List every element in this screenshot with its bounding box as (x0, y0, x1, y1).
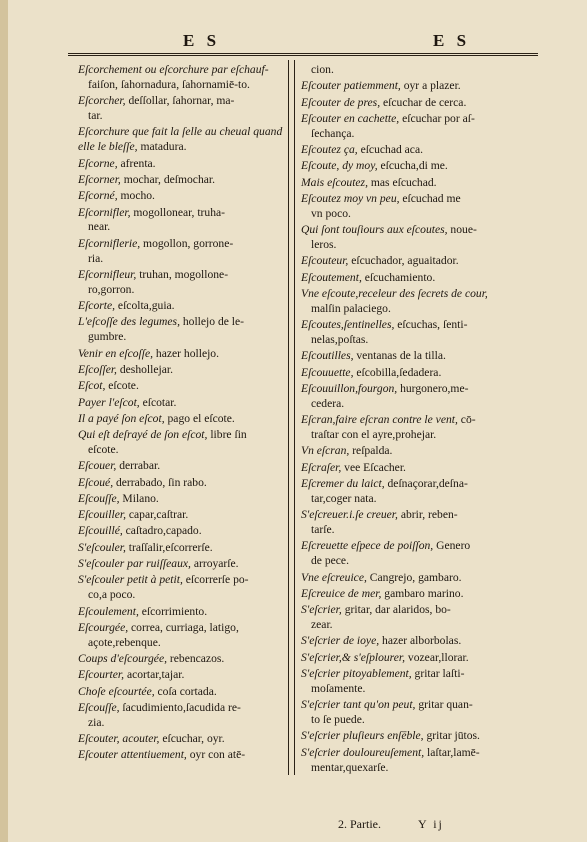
entry-line (78, 63, 284, 78)
entry-line (301, 223, 513, 238)
entry-translation: mogollonear, truha- (130, 205, 226, 219)
entry-line (78, 524, 284, 539)
entry-translation: mochar, deſmochar. (120, 172, 216, 186)
entry-translation: eſcotar. (139, 395, 177, 409)
dictionary-entry (301, 603, 513, 633)
dictionary-entry (301, 651, 513, 666)
entry-continuation: cion. (311, 63, 334, 76)
entry-line (78, 396, 284, 411)
entry-translation: deshollejar. (116, 362, 173, 376)
dictionary-entry (78, 557, 284, 572)
dictionary-entry (78, 732, 284, 747)
entry-translation: eſcolta,guia. (115, 299, 175, 313)
dictionary-entry (78, 573, 284, 603)
entry-line (78, 125, 284, 155)
entry-translation: Cangrejo, gambaro. (366, 570, 462, 584)
dictionary-entry (78, 748, 284, 763)
entry-line (301, 667, 513, 682)
dictionary-entry (301, 366, 513, 381)
entry-headword: Coups d'eſcourgée, (78, 652, 167, 666)
entry-headword: Eſcran,faire eſcran contre le vent, (301, 413, 458, 427)
entry-translation: gritar laſti- (411, 666, 465, 680)
entry-translation: eſcuchar, oyr. (159, 732, 225, 746)
dictionary-entry (301, 634, 513, 649)
left-column (78, 63, 284, 765)
entry-line (301, 634, 513, 649)
dictionary-entry (301, 349, 513, 364)
entry-continuation: tar. (88, 109, 103, 123)
dictionary-entry (78, 668, 284, 683)
entry-translation: ſacudimiento,ſacudida re- (119, 700, 241, 714)
entry-line (78, 476, 284, 491)
entry-line (78, 605, 284, 620)
dictionary-entry (78, 701, 284, 731)
entry-translation: oyr con atē- (186, 748, 246, 762)
entry-headword: S'eſcrier douloureuſement, (301, 745, 425, 759)
dictionary-entry (78, 206, 284, 236)
entry-translation: eſcorrimiento. (138, 604, 208, 618)
entry-headword: Eſcouteur, (301, 254, 349, 268)
entry-headword: Eſcorte, (78, 299, 116, 313)
entry-translation: eſcuchar de cerca. (380, 95, 467, 109)
dictionary-entry (301, 382, 513, 412)
entry-translation: eſcuchad me (399, 191, 461, 205)
entry-headword: S'eſcouler petit à petit, (78, 573, 183, 587)
entry-continuation: leros. (311, 238, 337, 252)
signature-mark: Y ij (418, 817, 444, 831)
entry-headword: Vne eſcreuice, (301, 570, 367, 584)
entry-headword: Eſcoutes,ſentinelles, (301, 318, 395, 332)
entry-translation: matadura. (137, 140, 187, 154)
dictionary-entry (78, 428, 284, 458)
entry-translation: gambaro marino. (381, 586, 464, 600)
dictionary-entry (301, 176, 513, 191)
entry-translation: afrenta. (117, 156, 156, 170)
entry-translation: caſtadro,capado. (122, 524, 202, 538)
entry-translation: hurgonero,me- (397, 381, 469, 395)
dictionary-entry (301, 539, 513, 569)
entry-headword: L'eſcoſſe des legumes, (78, 315, 180, 329)
entry-line (78, 347, 284, 362)
entry-line (78, 701, 284, 716)
entry-continuation: mentar,quexarſe. (311, 760, 389, 774)
entry-headword: Eſcoutement, (301, 270, 362, 284)
entry-continuation: tarſe. (311, 523, 335, 537)
dictionary-entry (78, 157, 284, 172)
dictionary-entry (301, 461, 513, 476)
entry-line (301, 461, 513, 476)
entry-headword: Eſcouter, acouter, (78, 732, 160, 746)
entry-headword: Eſcouiller, (78, 508, 126, 522)
dictionary-entry (78, 315, 284, 345)
entry-continuation: zear. (311, 618, 333, 632)
entry-translation: eſcote. (105, 379, 139, 393)
entry-translation: eſcucha,di me. (377, 159, 448, 173)
entry-headword: S'eſcreuer.i.ſe creuer, (301, 508, 398, 522)
entry-headword: Eſcorner, (78, 172, 121, 186)
dictionary-entry (78, 605, 284, 620)
entry-line (301, 271, 513, 286)
entry-translation: noue- (447, 223, 477, 237)
entry-continuation: near. (88, 220, 111, 234)
dictionary-entry (301, 413, 513, 443)
entry-line (78, 652, 284, 667)
entry-translation: correa, curriaga, latigo, (128, 620, 239, 634)
entry-translation: vozear,llorar. (405, 650, 469, 664)
entry-headword: Eſcornifleur, (78, 267, 137, 281)
header-rule (68, 55, 538, 56)
entry-headword: Eſcornifler, (78, 205, 131, 219)
entry-continuation: tar,coger nata. (311, 491, 377, 505)
entry-headword: Eſcouer, (78, 459, 117, 473)
entry-headword: Eſcoſſer, (78, 362, 117, 376)
entry-line (301, 587, 513, 602)
entry-translation: deſnaçorar,deſna- (384, 476, 468, 490)
entry-line (78, 557, 284, 572)
entry-line (78, 573, 284, 588)
dictionary-entry (301, 746, 513, 776)
dictionary-entry (78, 412, 284, 427)
entry-continuation: co,a poco. (88, 588, 136, 602)
dictionary-entry (78, 94, 284, 124)
entry-headword: Eſcraſer, (301, 460, 342, 474)
entry-continuation: cedera. (311, 396, 345, 410)
entry-translation: gritar jūtos. (423, 729, 480, 743)
dictionary-entry (301, 192, 513, 222)
entry-continuation: vn poco. (311, 206, 351, 220)
entry-continuation: gumbre. (88, 330, 127, 344)
dictionary-entry (78, 492, 284, 507)
dictionary-entry (78, 508, 284, 523)
dictionary-entry (301, 159, 513, 174)
entry-translation: reſpalda. (349, 444, 393, 458)
entry-headword: Eſcorné, (78, 189, 118, 203)
entry-headword: Eſcouillé, (78, 524, 123, 538)
entry-headword: Eſcoute, dy moy, (301, 159, 378, 173)
entry-translation: laſtar,lamē- (424, 745, 480, 759)
entry-headword: Il a payé ſon eſcot, (78, 411, 165, 425)
dictionary-entry (301, 63, 513, 78)
entry-continuation: malſin palaciego. (311, 301, 391, 315)
entry-line (301, 746, 513, 761)
entry-continuation: eſcote. (88, 443, 119, 456)
entry-headword: Choſe eſcourtée, (78, 684, 155, 698)
entry-line (301, 287, 513, 302)
entry-translation: rebencazos. (167, 652, 225, 666)
entry-translation: libre ſin (207, 428, 247, 442)
entry-continuation: ria. (88, 251, 104, 265)
dictionary-entry (78, 541, 284, 556)
entry-headword: Qui ſont touſiours aux eſcoutes, (301, 223, 448, 237)
entry-continuation: nelas,poſtas. (311, 333, 369, 347)
dictionary-entry (78, 652, 284, 667)
entry-translation: arroyarſe. (190, 557, 239, 571)
entry-line (301, 254, 513, 269)
entry-translation: eſcuchamiento. (361, 270, 436, 284)
entry-headword: Eſcourter, (78, 668, 125, 682)
entry-line (301, 143, 513, 158)
entry-translation: mocho. (117, 189, 155, 203)
entry-translation: acortar,tajar. (124, 668, 185, 682)
entry-line (301, 176, 513, 191)
entry-translation: eſcuchar por aſ- (399, 111, 475, 125)
entry-headword: S'eſcrier, (301, 603, 342, 617)
entry-line (301, 318, 513, 333)
entry-headword: Mais eſcoutez, (301, 175, 368, 189)
entry-line (301, 508, 513, 523)
entry-line (78, 428, 284, 443)
dictionary-entry (301, 698, 513, 728)
dictionary-entry (78, 685, 284, 700)
entry-headword: Eſcoulement, (78, 604, 139, 618)
entry-headword: Eſcouſſe, (78, 491, 120, 505)
dictionary-entry (301, 223, 513, 253)
entry-headword: Eſcouſſe, (78, 700, 120, 714)
entry-line (78, 748, 284, 763)
entry-line (78, 299, 284, 314)
dictionary-entry (78, 189, 284, 204)
entry-continuation: ſechança. (311, 126, 355, 140)
entry-headword: Eſcorne, (78, 156, 118, 170)
dictionary-entry (301, 271, 513, 286)
entry-line (301, 112, 513, 127)
entry-headword: Eſcouter en cachette, (301, 111, 400, 125)
dictionary-entry (78, 379, 284, 394)
entry-translation: capar,caſtrar. (125, 508, 189, 522)
entry-headword: S'eſcrier,& s'eſplourer, (301, 650, 406, 664)
entry-translation: derrabar. (116, 459, 161, 473)
entry-headword: S'eſcrier tant qu'on peut, (301, 698, 416, 712)
entry-line (78, 621, 284, 636)
entry-headword: Eſcoutilles, (301, 349, 354, 363)
entry-headword: Eſcouter attentiuement, (78, 748, 187, 762)
entry-translation: ventanas de la tilla. (353, 349, 446, 363)
dictionary-entry (301, 143, 513, 158)
entry-headword: Eſcourgée, (78, 620, 129, 634)
entry-line (78, 685, 284, 700)
entry-headword: Eſcorniflerie, (78, 236, 141, 250)
entry-headword: Eſcorchure que fait la ſelle au cheual quand elle le bleſſe, (78, 125, 283, 154)
header-right: E S (433, 31, 471, 50)
entry-line (78, 157, 284, 172)
entry-headword: Eſcremer du laict, (301, 476, 385, 490)
dictionary-entry (78, 63, 284, 93)
entry-line (301, 159, 513, 174)
entry-headword: Payer l'eſcot, (78, 395, 140, 409)
entry-headword: Eſcorchement ou eſcorchure par eſchauf- (78, 63, 269, 76)
entry-line (78, 492, 284, 507)
entry-line (301, 729, 513, 744)
entry-translation: hollejo de le- (179, 315, 245, 329)
entry-translation: eſcuchador, aguaitador. (348, 254, 459, 268)
dictionary-entry (78, 363, 284, 378)
dictionary-entry (78, 524, 284, 539)
entry-headword: Eſcreuette eſpece de poiſſon, (301, 539, 434, 553)
entry-line (301, 413, 513, 428)
entry-translation: Genero (433, 539, 471, 553)
entry-line (78, 268, 284, 283)
entry-continuation: moſamente. (311, 681, 366, 695)
entry-headword: Eſcot, (78, 379, 106, 393)
entry-continuation: ro,gorron. (88, 282, 135, 296)
right-column (301, 63, 513, 777)
entry-headword: Qui eſt deſrayé de ſon eſcot, (78, 428, 208, 442)
running-header (68, 31, 538, 54)
dictionary-entry (301, 287, 513, 317)
entry-headword: Venir en eſcoſſe, (78, 346, 154, 360)
dictionary-entry (78, 268, 284, 298)
entry-translation: mogollon, gorrone- (140, 236, 234, 250)
dictionary-entry (301, 444, 513, 459)
dictionary-entry (301, 571, 513, 586)
entry-translation: hazer alborbolas. (379, 634, 462, 648)
entry-continuation: to ſe puede. (311, 713, 365, 727)
entry-line (301, 382, 513, 397)
entry-continuation: faiſon, ſahornadura, ſahornamiē-to. (88, 77, 250, 91)
entry-headword: S'eſcrier pluſieurs enſēble, (301, 729, 424, 743)
entry-line (301, 603, 513, 618)
entry-translation: eſcuchad aca. (357, 143, 423, 157)
entry-translation: cō- (457, 413, 476, 427)
dictionary-entry (301, 477, 513, 507)
entry-line (301, 651, 513, 666)
entry-translation: eſcuchas, ſenti- (394, 318, 468, 332)
dictionary-entry (78, 621, 284, 651)
entry-line (301, 192, 513, 207)
entry-headword: Eſcouuillon,fourgon, (301, 381, 398, 395)
entry-line (301, 444, 513, 459)
entry-line (78, 412, 284, 427)
dictionary-entry (78, 396, 284, 411)
entry-translation: gritar quan- (415, 698, 473, 712)
dictionary-entry (78, 476, 284, 491)
entry-translation: hazer hollejo. (153, 346, 220, 360)
entry-line (78, 94, 284, 109)
entry-headword: S'eſcrier pitoyablement, (301, 666, 412, 680)
entry-translation: derrabado, ſin rabo. (113, 475, 207, 489)
entry-line (78, 315, 284, 330)
dictionary-entry (301, 667, 513, 697)
entry-line (301, 539, 513, 554)
entry-line (301, 96, 513, 111)
entry-translation: mas eſcuchad. (367, 175, 437, 189)
entry-continuation: açote,rebenque. (88, 635, 161, 649)
entry-headword: S'eſcouler, (78, 540, 126, 554)
entry-headword: Eſcoué, (78, 475, 114, 489)
entry-headword: Eſcouter patiemment, (301, 79, 401, 93)
entry-line (301, 366, 513, 381)
entry-translation: pago el eſcote. (164, 411, 235, 425)
entry-translation: oyr a plazer. (400, 79, 461, 93)
entry-translation: truhan, mogollone- (136, 267, 229, 281)
dictionary-entry (78, 347, 284, 362)
entry-line (301, 698, 513, 713)
dictionary-entry (78, 125, 284, 155)
entry-translation: vee Eſcacher. (341, 460, 406, 474)
entry-headword: Vne eſcoute,receleur des ſecrets de cour, (301, 286, 488, 300)
entry-continuation: traſtar con el ayre,prohejar. (311, 428, 437, 442)
dictionary-entry (78, 459, 284, 474)
entry-line (78, 732, 284, 747)
entry-line (78, 668, 284, 683)
entry-translation: traſſalir,eſcorrerſe. (125, 540, 213, 554)
dictionary-entry (301, 112, 513, 142)
entry-line (78, 363, 284, 378)
dictionary-entry (78, 299, 284, 314)
dictionary-entry (301, 79, 513, 94)
entry-headword: Eſcoutez moy vn peu, (301, 191, 400, 205)
dictionary-entry (301, 254, 513, 269)
entry-line (301, 79, 513, 94)
entry-translation: coſa cortada. (154, 684, 217, 698)
entry-line (78, 379, 284, 394)
entry-line (78, 173, 284, 188)
entry-translation: gritar, dar alaridos, bo- (341, 603, 451, 617)
entry-headword: Vn eſcran, (301, 444, 350, 458)
dictionary-entry (78, 237, 284, 267)
entry-headword: S'eſcouler par ruiſſeaux, (78, 557, 191, 571)
entry-line (78, 459, 284, 474)
dictionary-entry (301, 318, 513, 348)
entry-translation: abrir, reben- (397, 508, 458, 522)
entry-line (78, 237, 284, 252)
entry-headword: Eſcreuice de mer, (301, 586, 382, 600)
entry-translation: deſſollar, ſahornar, ma- (125, 94, 235, 108)
entry-line (78, 206, 284, 221)
entry-headword: Eſcorcher, (78, 94, 126, 108)
entry-line (78, 508, 284, 523)
part-label: 2. Partie. (338, 817, 381, 831)
entry-line (78, 541, 284, 556)
header-left: E S (183, 31, 221, 50)
entry-translation: eſcorrerſe po- (182, 573, 249, 587)
entry-translation: eſcobilla,ſedadera. (353, 365, 442, 379)
entry-headword: Eſcouuette, (301, 365, 354, 379)
entry-line (301, 349, 513, 364)
entry-headword: S'eſcrier de ioye, (301, 634, 380, 648)
entry-headword: Eſcoutez ça, (301, 143, 358, 157)
dictionary-entry (301, 729, 513, 744)
column-divider (288, 60, 295, 775)
entry-headword: Eſcouter de pres, (301, 95, 381, 109)
dictionary-entry (78, 173, 284, 188)
entry-line (301, 571, 513, 586)
dictionary-entry (301, 587, 513, 602)
dictionary-entry (301, 508, 513, 538)
entry-line (301, 477, 513, 492)
entry-continuation: zia. (88, 715, 105, 729)
dictionary-entry (301, 96, 513, 111)
entry-line (78, 189, 284, 204)
entry-continuation: de pece. (311, 554, 349, 568)
entry-translation: Milano. (119, 491, 159, 505)
